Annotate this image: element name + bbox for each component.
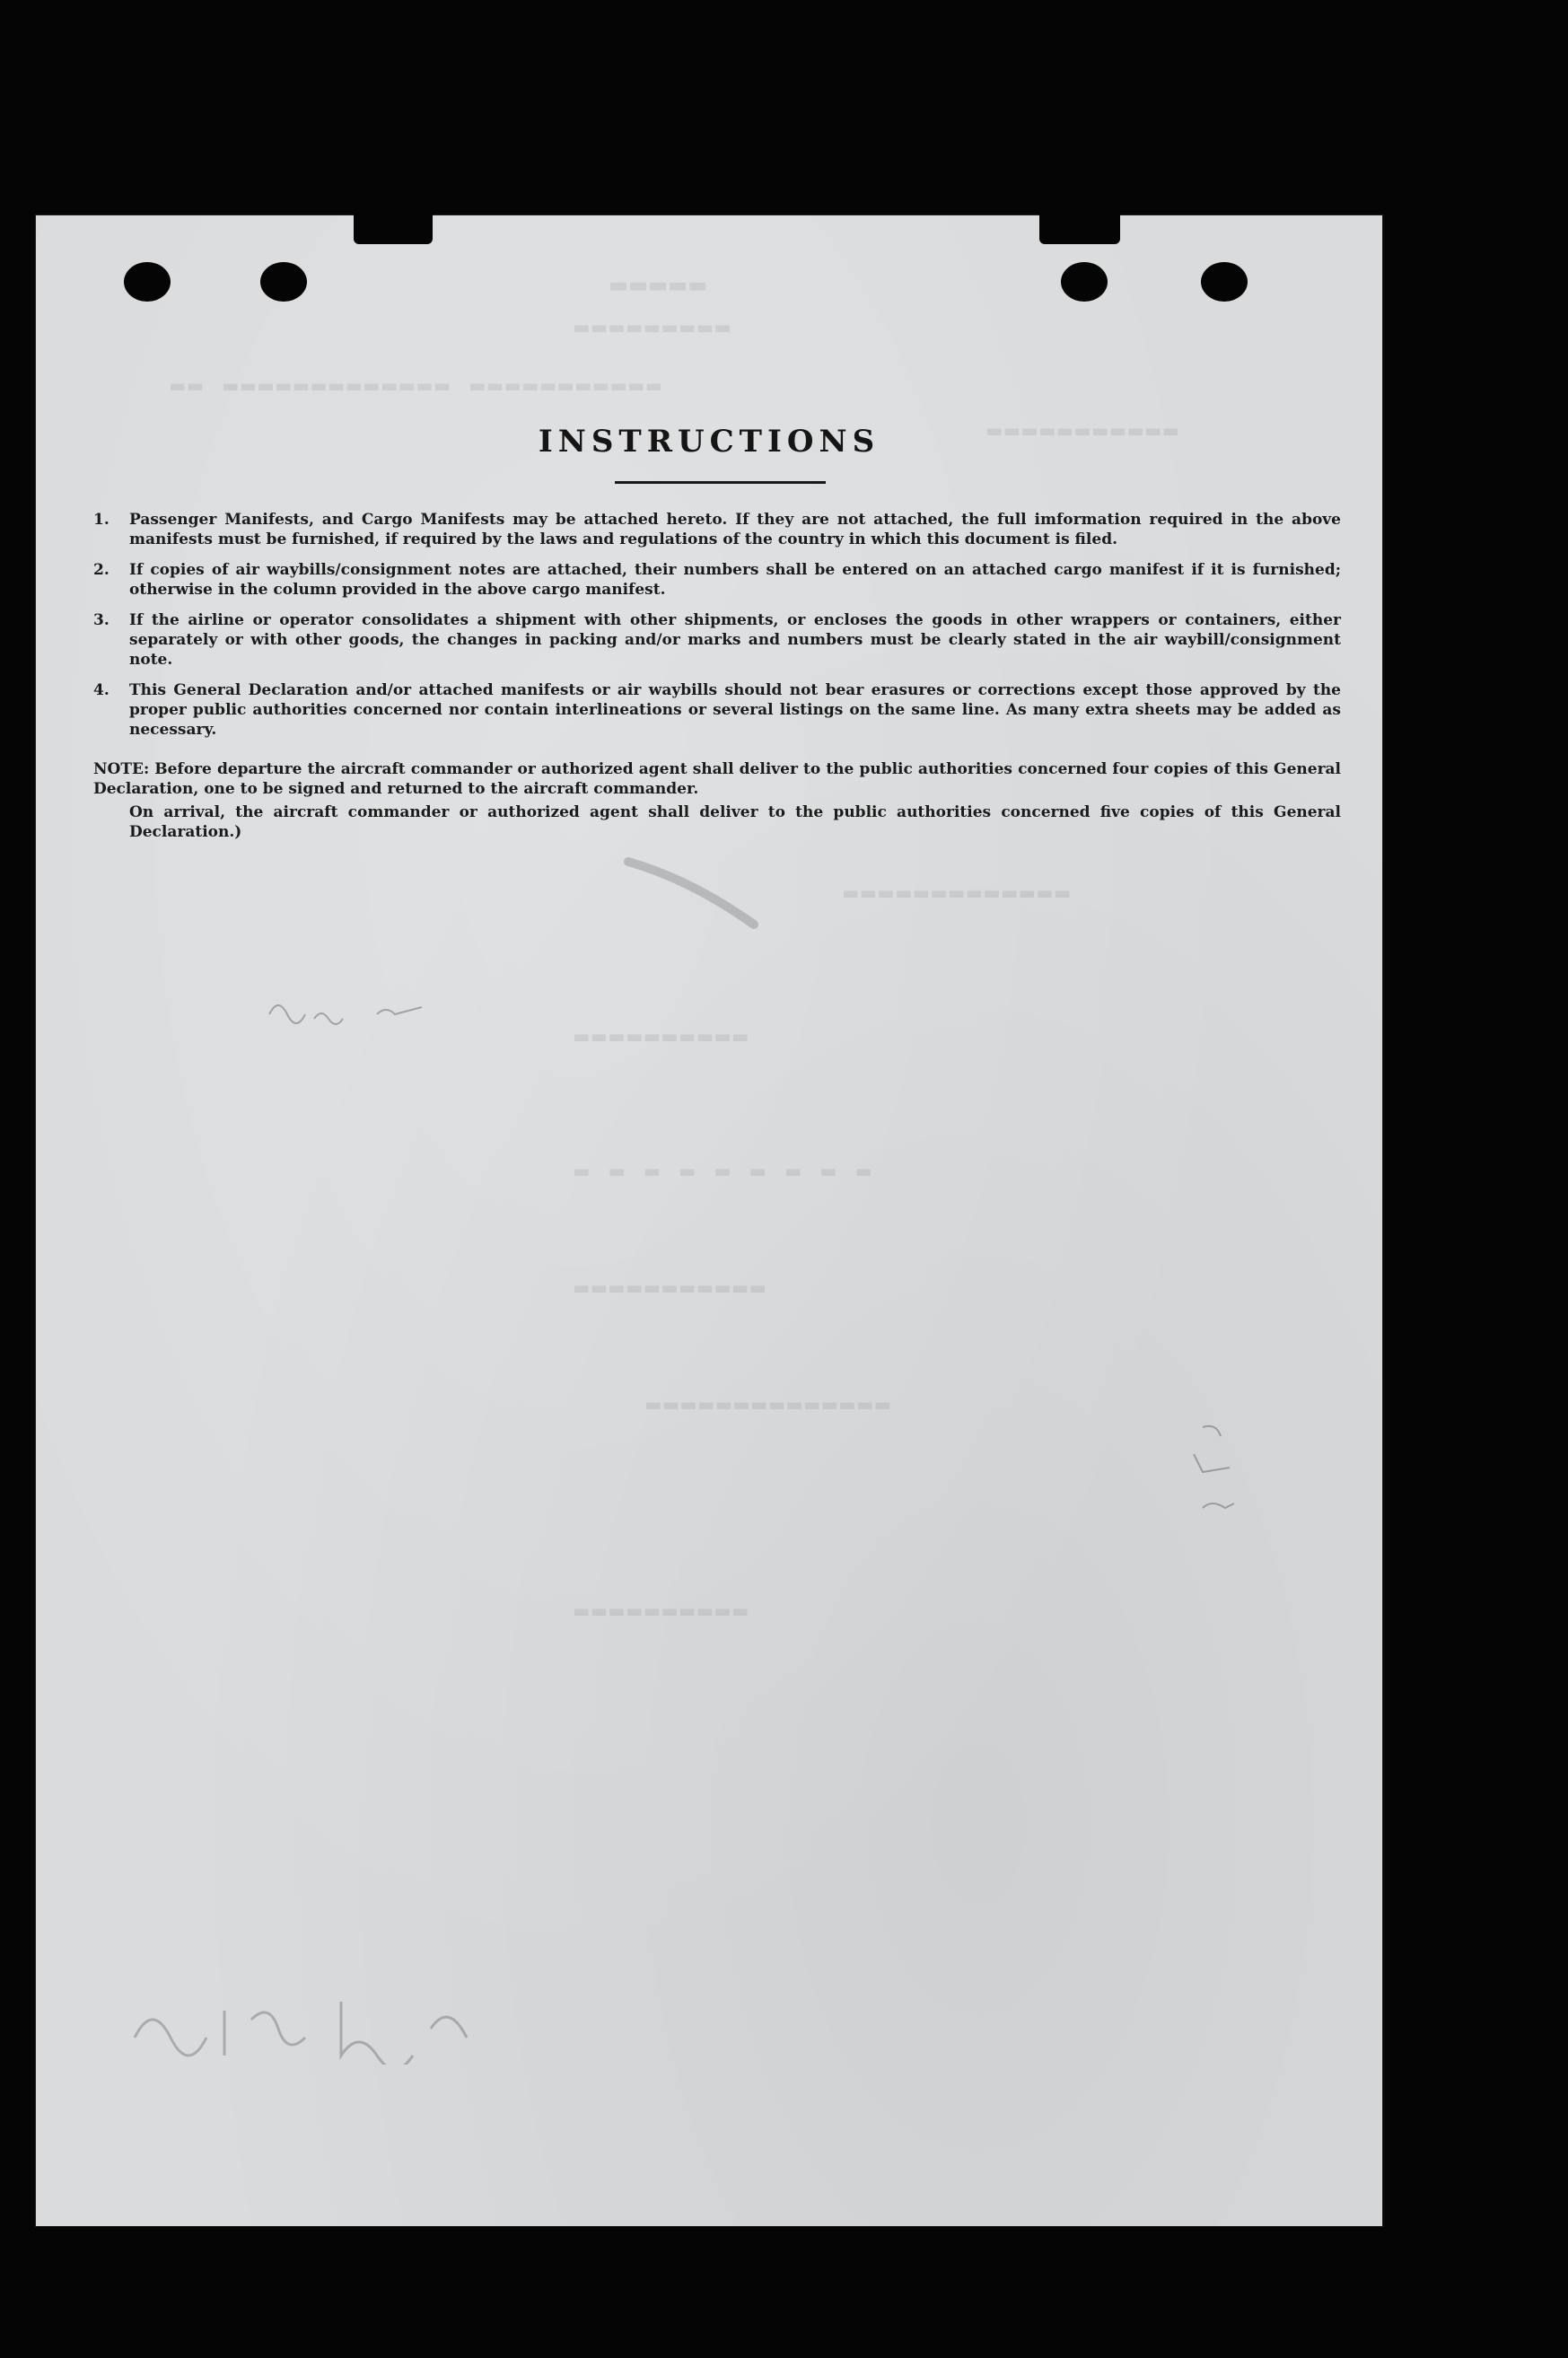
bleed-through-text: ▬▬ ▬▬▬▬▬▬▬▬▬▬▬▬▬ ▬▬▬▬▬▬▬▬▬▬▬ <box>171 373 665 399</box>
instruction-item <box>93 560 1341 600</box>
note-block <box>93 759 1341 842</box>
faint-handwriting <box>260 987 458 1041</box>
faded-stamp-mark <box>610 844 790 934</box>
document-page <box>36 215 1382 2226</box>
instruction-item <box>93 510 1341 549</box>
punch-hole <box>1061 262 1108 302</box>
bleed-through-text: ▬▬▬▬▬▬▬▬▬▬ <box>574 1598 751 1625</box>
note-paragraph: Before departure the aircraft commander or authorized agent shall deliver to the public authorities concerned four copies of this General Declaration, one to be signed and returned to the aircraft commander. <box>93 760 1341 798</box>
instruction-text: If copies of air waybills/consignment notes are attached, their numbers shall be entered on an attached cargo manifest if it is furnished; otherwise in the column provided in the above cargo manifest. <box>129 561 1341 599</box>
instruction-number: 4. <box>93 681 109 699</box>
instruction-number: 3. <box>93 611 109 629</box>
instructions-list <box>93 510 1341 750</box>
instruction-text: If the airline or operator consolidates a shipment with other shipments, or encloses the goods in other wrappers or containers, either separately or with other goods, the changes in packing and/or marks and numbers must be clearly stated in the air waybill/consignment note. <box>129 611 1341 669</box>
instruction-text: This General Declaration and/or attached manifests or air waybills should not bear erasures or corrections except those approved by the proper public authorities concerned nor contain interlineations or several listings on the same line. As many extra sheets may be added as necessary. <box>129 681 1341 739</box>
punch-hole <box>124 262 171 302</box>
bleed-through-text: ▬ ▬ ▬ ▬ ▬ ▬ ▬ ▬ ▬ <box>574 1158 875 1185</box>
note-label: NOTE: <box>93 760 150 778</box>
instruction-number: 1. <box>93 511 109 529</box>
bleed-through-text: ▬▬▬▬▬▬▬▬▬ <box>574 314 733 341</box>
faint-handwritten-numbers <box>1185 1418 1257 1526</box>
bleed-through-text: ▬▬▬▬▬▬▬▬▬▬▬ <box>574 1275 769 1302</box>
instruction-item <box>93 610 1341 670</box>
instruction-item <box>93 680 1341 740</box>
binding-tab-left <box>354 212 433 244</box>
binding-tab-right <box>1039 212 1120 244</box>
punch-hole <box>1201 262 1248 302</box>
bleed-through-text: ▬▬▬▬▬▬▬▬▬▬▬▬▬ <box>844 880 1073 907</box>
bleed-through-text: ▬▬▬▬▬ <box>610 269 710 301</box>
instruction-number: 2. <box>93 561 109 579</box>
instruction-text: Passenger Manifests, and Cargo Manifests may be attached hereto. If they are not attached, the full imformation required in the above manifests must be furnished, if required by the laws and regulations of the country in which this document is filed. <box>129 511 1341 548</box>
bleed-through-text: ▬▬▬▬▬▬▬▬▬▬▬▬▬▬ <box>646 1391 894 1418</box>
bleed-through-text: ▬▬▬▬▬▬▬▬▬▬ <box>574 1023 751 1050</box>
bleed-through-text: ▬▬▬▬▬▬▬▬▬▬▬ <box>987 417 1182 444</box>
page-title: INSTRUCTIONS <box>538 424 880 460</box>
title-underline <box>615 481 826 484</box>
note-paragraph: On arrival, the aircraft commander or authorized agent shall deliver to the public authorities concerned five copies of this General Declaration.) <box>129 803 1341 841</box>
faded-signature <box>126 1993 503 2064</box>
punch-hole <box>260 262 307 302</box>
